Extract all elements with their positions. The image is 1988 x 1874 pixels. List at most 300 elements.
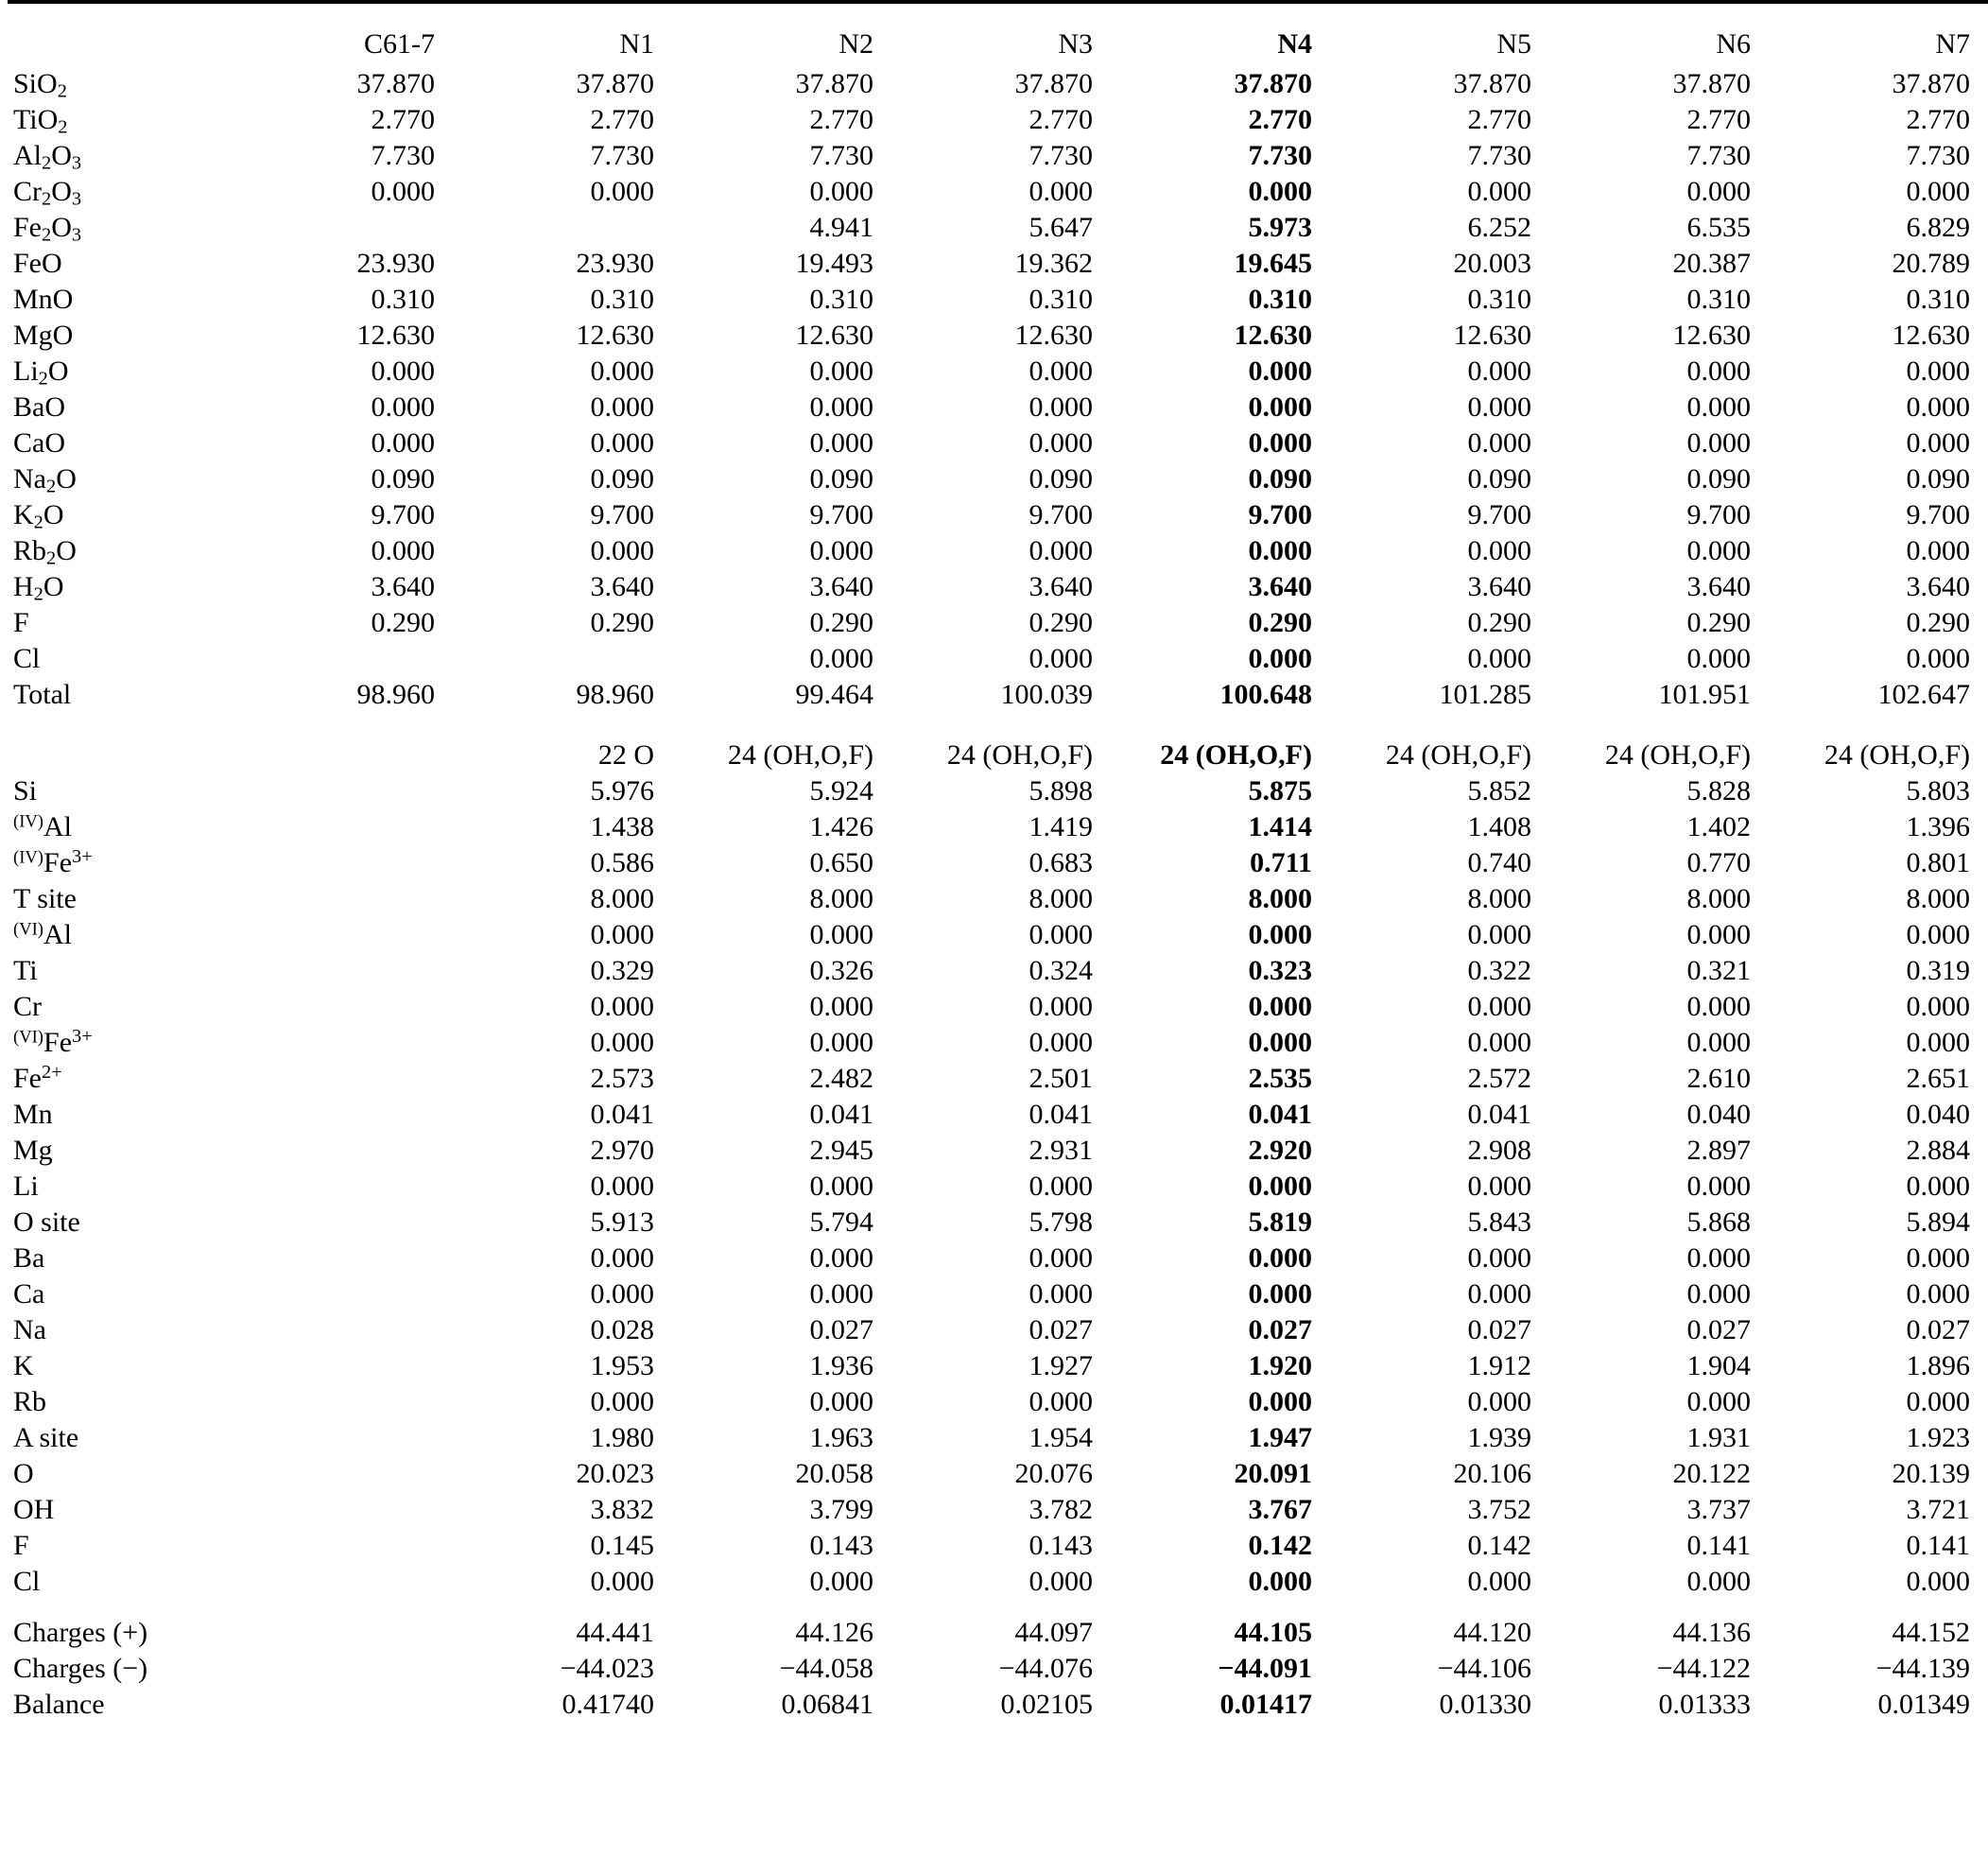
cell-n7: 0.141 (1906, 1530, 1970, 1561)
cell-n1: 12.630 (576, 320, 654, 351)
cell-n2: 1.963 (809, 1422, 873, 1453)
cell-n5: 6.252 (1467, 212, 1531, 243)
row-label: SiO$_2$ (13, 68, 67, 102)
cell-n6: 0.000 (1686, 535, 1751, 566)
cell-n4: 0.000 (1248, 1566, 1312, 1597)
cell-n4: 0.000 (1248, 427, 1312, 459)
cell-n7: 0.01349 (1877, 1689, 1970, 1720)
cell-n7: 0.040 (1906, 1099, 1970, 1130)
table-row (8, 1093, 1988, 1129)
cell-n3: 2.501 (1029, 1063, 1093, 1094)
cell-n2: 2.770 (809, 104, 873, 135)
cell-c61-7 (244, 1345, 463, 1380)
cell-n5: 20.003 (1453, 248, 1531, 279)
cell-n1: 0.290 (590, 607, 654, 638)
table-row (8, 1309, 1988, 1345)
row-label: O (13, 1458, 34, 1489)
cell-n6: 2.770 (1686, 104, 1751, 135)
cell-n5: 0.000 (1467, 919, 1531, 950)
cell-n1: 0.586 (590, 847, 654, 878)
cell-n7: 0.000 (1906, 1386, 1970, 1417)
table-row (8, 1452, 1988, 1488)
cell-n3: 0.090 (1029, 463, 1093, 495)
row-label: $Na_2O$ (13, 463, 77, 497)
cell-n3: 0.027 (1029, 1314, 1093, 1345)
cell-n1: 0.000 (590, 1278, 654, 1310)
column-header-n1: N1 (619, 28, 654, 60)
cell-n3: 100.039 (1000, 679, 1093, 710)
cell-n7: 0.000 (1906, 1278, 1970, 1310)
cell-n7: 0.000 (1906, 1027, 1970, 1058)
column-header-n6: N6 (1716, 28, 1751, 60)
cell-n7: 0.801 (1906, 847, 1970, 878)
cell-c61-7 (244, 1165, 463, 1201)
table-row (8, 98, 1988, 134)
row-label: BaO (13, 391, 65, 423)
cell-n4: 0.000 (1248, 1386, 1312, 1417)
cell-c61-7: 0.000 (371, 391, 435, 423)
cell-n6: 1.904 (1686, 1350, 1751, 1381)
cell-n7: 8.000 (1906, 883, 1970, 914)
cell-c61-7 (244, 877, 463, 913)
section-spacer (8, 1596, 1988, 1611)
cell-n6: 0.000 (1686, 919, 1751, 950)
table-row (8, 529, 1988, 565)
cell-n1: 0.329 (590, 955, 654, 986)
cell-n3: 0.000 (1029, 1171, 1093, 1202)
cell-n2: 0.027 (809, 1314, 873, 1345)
cell-c61-7: 0.000 (371, 535, 435, 566)
cell-n2: −44.058 (779, 1653, 873, 1684)
cell-n6: 0.770 (1686, 847, 1751, 878)
cell-c61-7 (244, 1488, 463, 1524)
cell-n4: 2.535 (1248, 1063, 1312, 1094)
cell-c61-7 (244, 1129, 463, 1165)
cell-c61-7 (244, 1309, 463, 1345)
cell-n5: 0.322 (1467, 955, 1531, 986)
cell-n3: 5.898 (1029, 775, 1093, 807)
row-label: $Rb_2O$ (13, 535, 77, 569)
cell-c61-7 (244, 806, 463, 842)
row-label: Ca (13, 1278, 45, 1310)
cell-n4: 0.000 (1248, 1027, 1312, 1058)
cell-n1: 0.000 (590, 356, 654, 387)
cell-n6: 0.000 (1686, 1278, 1751, 1310)
cell-n4: 0.000 (1248, 1278, 1312, 1310)
cell-n6: 0.000 (1686, 1171, 1751, 1202)
cell-n3: 0.02105 (1000, 1689, 1093, 1720)
cell-n5: 0.000 (1467, 356, 1531, 387)
cell-n1: 0.145 (590, 1530, 654, 1561)
cell-n6: 0.000 (1686, 427, 1751, 459)
row-label: Rb (13, 1386, 47, 1417)
cell-n2: 0.000 (809, 391, 873, 423)
table-row (8, 1647, 1988, 1683)
row-label: Charges (−) (13, 1653, 148, 1684)
cell-n5: −44.106 (1437, 1653, 1531, 1684)
cell-n3: 0.000 (1029, 919, 1093, 950)
cell-n3: 0.000 (1029, 1027, 1093, 1058)
cell-n4: 0.027 (1248, 1314, 1312, 1345)
cell-n4: 0.01417 (1219, 1689, 1312, 1720)
cell-n3: 0.000 (1029, 1566, 1093, 1597)
cell-n6: 0.000 (1686, 1027, 1751, 1058)
cell-n6: 1.931 (1686, 1422, 1751, 1453)
cell-n3: 0.000 (1029, 1278, 1093, 1310)
cell-n7: 1.396 (1906, 811, 1970, 842)
cell-n6: 0.000 (1686, 356, 1751, 387)
cell-c61-7 (244, 1647, 463, 1683)
cell-n1: 1.953 (590, 1350, 654, 1381)
cell-n2: 1.426 (809, 811, 873, 842)
cell-n7: 2.770 (1906, 104, 1970, 135)
cell-c61-7: 0.310 (371, 284, 435, 315)
table-row (8, 1488, 1988, 1524)
table-row (8, 1345, 1988, 1380)
cell-n4: 1.414 (1248, 811, 1312, 842)
row-label: Total (13, 679, 72, 710)
cell-n7: 0.000 (1906, 535, 1970, 566)
cell-n6: 101.951 (1658, 679, 1751, 710)
cell-n6: 3.737 (1686, 1494, 1751, 1525)
table-row (8, 278, 1988, 314)
row-label: Si (13, 775, 38, 807)
cell-n2: 2.482 (809, 1063, 873, 1094)
cell-n3: 3.782 (1029, 1494, 1093, 1525)
cell-n2: 24 (OH,O,F) (727, 739, 873, 771)
cell-n2: 99.464 (795, 679, 873, 710)
cell-n7: 0.000 (1906, 427, 1970, 459)
cell-n4: 5.819 (1248, 1206, 1312, 1238)
row-label: $^{(VI)}$Al (13, 919, 73, 950)
table-row (8, 770, 1988, 806)
cell-c61-7 (244, 1611, 463, 1647)
cell-n2: 0.000 (809, 991, 873, 1022)
table-row (8, 806, 1988, 842)
cell-n1: 0.000 (590, 535, 654, 566)
cell-n5: 5.852 (1467, 775, 1531, 807)
table-row (8, 1524, 1988, 1560)
cell-n6: 5.828 (1686, 775, 1751, 807)
cell-n5: 1.912 (1467, 1350, 1531, 1381)
cell-n5: 12.630 (1453, 320, 1531, 351)
cell-n5: 0.142 (1467, 1530, 1531, 1561)
cell-n6: 0.141 (1686, 1530, 1751, 1561)
cell-n6: 8.000 (1686, 883, 1751, 914)
cell-n1: −44.023 (560, 1653, 654, 1684)
cell-c61-7 (244, 913, 463, 949)
cell-c61-7 (244, 734, 463, 770)
cell-n7: 102.647 (1877, 679, 1970, 710)
cell-n2: 7.730 (809, 140, 873, 171)
cell-n3: 0.324 (1029, 955, 1093, 986)
table-row (8, 1057, 1988, 1093)
cell-n2: 1.936 (809, 1350, 873, 1381)
cell-n5: 0.000 (1467, 1242, 1531, 1274)
cell-n7: 37.870 (1892, 68, 1970, 99)
cell-n1: 1.980 (590, 1422, 654, 1453)
table-row (8, 565, 1988, 601)
cell-n1: 9.700 (590, 499, 654, 530)
table-row (8, 314, 1988, 350)
cell-c61-7: 0.090 (371, 463, 435, 495)
cell-n2: 20.058 (795, 1458, 873, 1489)
cell-c61-7 (244, 1380, 463, 1416)
cell-n1: 20.023 (576, 1458, 654, 1489)
cell-n6: 0.000 (1686, 176, 1751, 207)
cell-n7: 0.000 (1906, 1566, 1970, 1597)
cell-n1: 0.028 (590, 1314, 654, 1345)
cell-n5: 0.000 (1467, 427, 1531, 459)
cell-n2: 5.924 (809, 775, 873, 807)
cell-n1: 0.000 (590, 919, 654, 950)
row-label: $Li_2O$ (13, 356, 69, 390)
cell-n7: 0.290 (1906, 607, 1970, 638)
cell-c61-7 (244, 1273, 463, 1309)
row-label: MnO (13, 284, 74, 315)
cell-n3: 3.640 (1029, 571, 1093, 602)
table-row (8, 458, 1988, 494)
table-row (8, 601, 1988, 637)
cell-c61-7: 9.700 (371, 499, 435, 530)
cell-c61-7 (244, 1416, 463, 1452)
cell-n3: 0.000 (1029, 176, 1093, 207)
cell-n3: 2.931 (1029, 1135, 1093, 1166)
cell-n3: 24 (OH,O,F) (946, 739, 1093, 771)
cell-n7: 0.000 (1906, 1171, 1970, 1202)
cell-n7: 0.000 (1906, 991, 1970, 1022)
cell-n4: 3.640 (1248, 571, 1312, 602)
cell-n4: 1.920 (1248, 1350, 1312, 1381)
row-label: $K_2O$ (13, 499, 64, 533)
table-row (8, 62, 1988, 98)
cell-n5: 2.572 (1467, 1063, 1531, 1094)
cell-n4: 0.000 (1248, 1171, 1312, 1202)
row-label: Mg (13, 1135, 53, 1166)
cell-n1: 22 O (597, 739, 654, 771)
cell-n3: 20.076 (1014, 1458, 1093, 1489)
cell-n7: 0.090 (1906, 463, 1970, 495)
cell-n7: 1.896 (1906, 1350, 1970, 1381)
row-label: MgO (13, 320, 74, 351)
cell-c61-7: 37.870 (356, 68, 435, 99)
cell-n7: 20.139 (1892, 1458, 1970, 1489)
cell-n6: 12.630 (1672, 320, 1751, 351)
cell-c61-7: 2.770 (371, 104, 435, 135)
cell-n3: 1.927 (1029, 1350, 1093, 1381)
cell-n1: 2.573 (590, 1063, 654, 1094)
cell-c61-7 (244, 1452, 463, 1488)
row-label: $Fe_2O_3$ (13, 212, 82, 246)
cell-n5: 0.290 (1467, 607, 1531, 638)
mineral-composition-table (8, 0, 1988, 1719)
cell-n3: 0.000 (1029, 535, 1093, 566)
cell-n5: 0.740 (1467, 847, 1531, 878)
cell-n6: −44.122 (1656, 1653, 1751, 1684)
cell-c61-7: 98.960 (356, 679, 435, 710)
cell-n1: 5.913 (590, 1206, 654, 1238)
cell-n5: 101.285 (1439, 679, 1531, 710)
cell-n7: 3.721 (1906, 1494, 1970, 1525)
table-row (8, 1416, 1988, 1452)
cell-n4: 0.000 (1248, 176, 1312, 207)
cell-n3: 1.954 (1029, 1422, 1093, 1453)
cell-n6: 2.897 (1686, 1135, 1751, 1166)
cell-n2: 3.640 (809, 571, 873, 602)
cell-n1 (463, 637, 683, 673)
cell-n1 (463, 206, 683, 242)
cell-n6: 0.321 (1686, 955, 1751, 986)
cell-n3: 12.630 (1014, 320, 1093, 351)
cell-n5: 1.939 (1467, 1422, 1531, 1453)
cell-n4: 0.290 (1248, 607, 1312, 638)
cell-n6: 6.535 (1686, 212, 1751, 243)
cell-n6: 24 (OH,O,F) (1604, 739, 1751, 771)
cell-c61-7: 7.730 (371, 140, 435, 171)
cell-n3: 0.000 (1029, 1242, 1093, 1274)
cell-n1: 3.832 (590, 1494, 654, 1525)
table-row (8, 949, 1988, 985)
cell-c61-7 (244, 1524, 463, 1560)
column-header-n5: N5 (1496, 28, 1531, 60)
cell-n1: 2.970 (590, 1135, 654, 1166)
cell-n3: 2.770 (1029, 104, 1093, 135)
cell-c61-7: 0.000 (371, 356, 435, 387)
cell-n3: 7.730 (1029, 140, 1093, 171)
cell-n3: 19.362 (1014, 248, 1093, 279)
cell-n5: 0.000 (1467, 391, 1531, 423)
cell-n5: 0.090 (1467, 463, 1531, 495)
cell-n7: 0.000 (1906, 1242, 1970, 1274)
cell-n1: 0.000 (590, 1566, 654, 1597)
table-row (8, 1237, 1988, 1273)
cell-n5: 0.000 (1467, 535, 1531, 566)
cell-n5: 3.752 (1467, 1494, 1531, 1525)
cell-n7: 0.310 (1906, 284, 1970, 315)
cell-n6: 0.000 (1686, 1386, 1751, 1417)
cell-n5: 0.000 (1467, 643, 1531, 674)
cell-n1: 0.000 (590, 427, 654, 459)
cell-n2: 0.000 (809, 1278, 873, 1310)
cell-n4: 0.000 (1248, 391, 1312, 423)
cell-n1: 0.000 (590, 1171, 654, 1202)
cell-n5: 20.106 (1453, 1458, 1531, 1489)
column-header-c61-7: C61-7 (364, 28, 435, 60)
table-row (8, 1165, 1988, 1201)
cell-n3: 9.700 (1029, 499, 1093, 530)
cell-n4: 0.310 (1248, 284, 1312, 315)
cell-c61-7 (244, 1201, 463, 1237)
cell-n5: 5.843 (1467, 1206, 1531, 1238)
cell-n7: 44.152 (1892, 1617, 1970, 1648)
row-label (8, 734, 244, 770)
cell-n1: 0.000 (590, 1386, 654, 1417)
cell-c61-7 (244, 1057, 463, 1093)
cell-n4: 9.700 (1248, 499, 1312, 530)
cell-n2: 12.630 (795, 320, 873, 351)
cell-n2: 0.650 (809, 847, 873, 878)
row-label: $Fe^{2+}$ (13, 1062, 62, 1094)
cell-n3: 5.798 (1029, 1206, 1093, 1238)
cell-n6: 0.000 (1686, 391, 1751, 423)
cell-c61-7: 0.290 (371, 607, 435, 638)
cell-n3: 0.000 (1029, 643, 1093, 674)
cell-n1: 44.441 (576, 1617, 654, 1648)
cell-n7: 2.651 (1906, 1063, 1970, 1094)
cell-n4: 19.645 (1234, 248, 1312, 279)
cell-n1: 0.041 (590, 1099, 654, 1130)
cell-n2: 2.945 (809, 1135, 873, 1166)
cell-c61-7 (244, 985, 463, 1021)
cell-n2: 0.000 (809, 1027, 873, 1058)
cell-n7: 0.000 (1906, 919, 1970, 950)
cell-n7: 0.000 (1906, 391, 1970, 423)
table-header-row (8, 17, 1988, 62)
cell-c61-7: 12.630 (356, 320, 435, 351)
cell-n5: 0.000 (1467, 991, 1531, 1022)
cell-n4: 0.000 (1248, 643, 1312, 674)
cell-n6: 0.000 (1686, 1242, 1751, 1274)
cell-n3: 5.647 (1029, 212, 1093, 243)
cell-n7: 20.789 (1892, 248, 1970, 279)
cell-n6: 7.730 (1686, 140, 1751, 171)
cell-n3: 1.419 (1029, 811, 1093, 842)
table-row (8, 494, 1988, 529)
cell-n1: 0.41740 (562, 1689, 654, 1720)
row-label: OH (13, 1494, 55, 1525)
cell-n6: 0.090 (1686, 463, 1751, 495)
cell-n3: 37.870 (1014, 68, 1093, 99)
cell-n2: 0.326 (809, 955, 873, 986)
cell-n4: 0.000 (1248, 919, 1312, 950)
cell-n2: 37.870 (795, 68, 873, 99)
cell-n2: 0.041 (809, 1099, 873, 1130)
cell-n3: 0.041 (1029, 1099, 1093, 1130)
row-label: Cr (13, 991, 42, 1022)
cell-n5: 0.310 (1467, 284, 1531, 315)
row-label: CaO (13, 427, 65, 459)
cell-n1: 3.640 (590, 571, 654, 602)
cell-n4: 0.142 (1248, 1530, 1312, 1561)
cell-n2: 0.000 (809, 535, 873, 566)
cell-n6: 0.310 (1686, 284, 1751, 315)
row-label: $Al_2O_3$ (13, 140, 82, 174)
row-label: Balance (13, 1689, 105, 1720)
cell-n3: 0.683 (1029, 847, 1093, 878)
cell-n6: 9.700 (1686, 499, 1751, 530)
column-header-n3: N3 (1058, 28, 1093, 60)
cell-n6: 0.290 (1686, 607, 1751, 638)
cell-n2: 0.000 (809, 1171, 873, 1202)
cell-n6: 1.402 (1686, 811, 1751, 842)
cell-n5: 8.000 (1467, 883, 1531, 914)
cell-n7: −44.139 (1876, 1653, 1970, 1684)
cell-n4: 12.630 (1234, 320, 1312, 351)
cell-n4: 0.711 (1250, 847, 1312, 878)
cell-c61-7: 0.000 (371, 176, 435, 207)
cell-n3: 0.290 (1029, 607, 1093, 638)
row-label: Ti (13, 955, 38, 986)
row-label: $^{(IV)}Fe^{3+}$ (13, 846, 93, 878)
cell-n4: 100.648 (1219, 679, 1312, 710)
cell-n3: 0.000 (1029, 991, 1093, 1022)
table-row (8, 134, 1988, 170)
table-row (8, 242, 1988, 278)
table-top-rule (8, 2, 1988, 17)
cell-n1: 2.770 (590, 104, 654, 135)
cell-n6: 0.01333 (1658, 1689, 1751, 1720)
cell-n2: 0.000 (809, 356, 873, 387)
